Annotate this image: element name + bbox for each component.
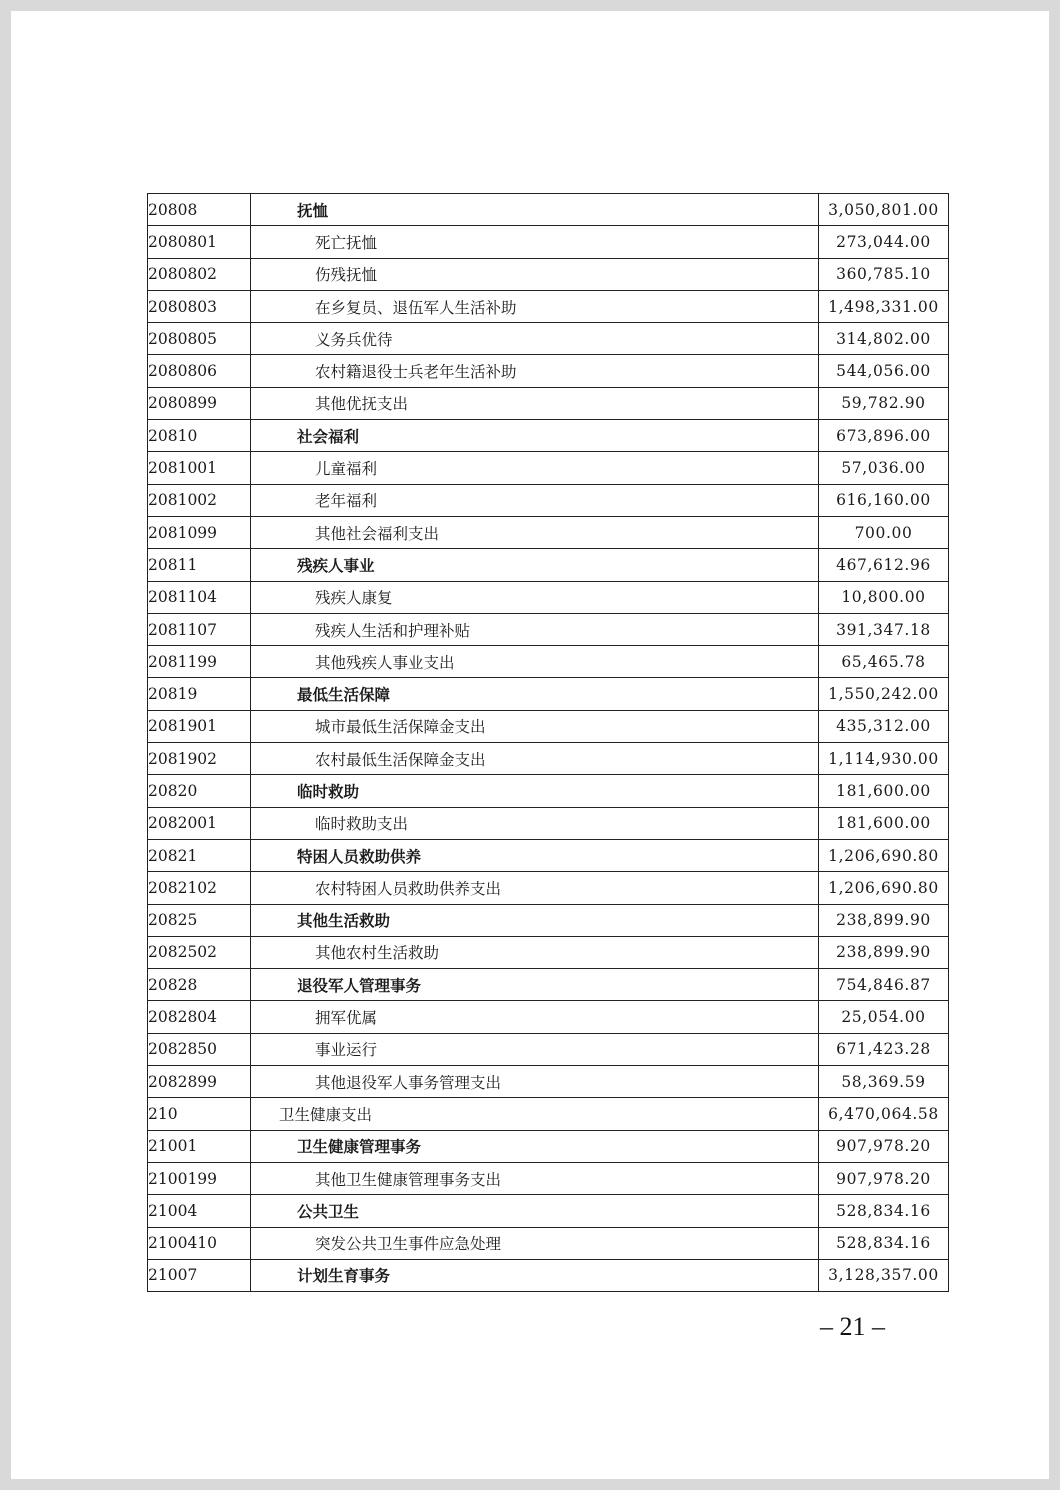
table-row (148, 936, 949, 968)
table-row (148, 839, 949, 871)
amount-cell: 673,896.00 (819, 420, 949, 452)
table-row (148, 1033, 949, 1065)
account-code-cell: 2081107 (148, 613, 251, 645)
amount-cell: 181,600.00 (819, 775, 949, 807)
account-code-cell: 2100410 (148, 1227, 251, 1259)
budget-expenditure-table (147, 193, 949, 1292)
account-name-cell: 社会福利 (251, 420, 819, 452)
account-name-cell: 残疾人事业 (251, 549, 819, 581)
account-code-cell: 20811 (148, 549, 251, 581)
table-row (148, 452, 949, 484)
account-code-cell: 2080802 (148, 258, 251, 290)
amount-cell: 528,834.16 (819, 1195, 949, 1227)
amount-cell: 25,054.00 (819, 1001, 949, 1033)
table-row (148, 807, 949, 839)
amount-cell: 391,347.18 (819, 613, 949, 645)
account-name-cell: 事业运行 (251, 1033, 819, 1065)
account-code-cell: 20808 (148, 194, 251, 226)
table-row (148, 194, 949, 226)
account-code-cell: 2081104 (148, 581, 251, 613)
account-name-cell: 死亡抚恤 (251, 226, 819, 258)
account-name-cell: 抚恤 (251, 194, 819, 226)
table-row (148, 646, 949, 678)
table-row (148, 290, 949, 322)
amount-cell: 1,550,242.00 (819, 678, 949, 710)
account-code-cell: 21004 (148, 1195, 251, 1227)
account-code-cell: 2081099 (148, 516, 251, 548)
table-row (148, 872, 949, 904)
account-name-cell: 临时救助支出 (251, 807, 819, 839)
table-row (148, 1001, 949, 1033)
account-name-cell: 特困人员救助供养 (251, 839, 819, 871)
account-name-cell: 其他社会福利支出 (251, 516, 819, 548)
account-code-cell: 2080801 (148, 226, 251, 258)
table-row (148, 516, 949, 548)
amount-cell: 238,899.90 (819, 936, 949, 968)
table-row (148, 387, 949, 419)
amount-cell: 3,128,357.00 (819, 1259, 949, 1291)
amount-cell: 3,050,801.00 (819, 194, 949, 226)
table-row (148, 1227, 949, 1259)
account-name-cell: 其他退役军人事务管理支出 (251, 1066, 819, 1098)
table-row (148, 1098, 949, 1130)
amount-cell: 528,834.16 (819, 1227, 949, 1259)
table-row (148, 484, 949, 516)
amount-cell: 10,800.00 (819, 581, 949, 613)
amount-cell: 467,612.96 (819, 549, 949, 581)
account-code-cell: 2080899 (148, 387, 251, 419)
account-name-cell: 其他农村生活救助 (251, 936, 819, 968)
account-code-cell: 20810 (148, 420, 251, 452)
account-name-cell: 计划生育事务 (251, 1259, 819, 1291)
account-code-cell: 2082502 (148, 936, 251, 968)
account-name-cell: 在乡复员、退伍军人生活补助 (251, 290, 819, 322)
account-name-cell: 义务兵优待 (251, 323, 819, 355)
account-name-cell: 卫生健康支出 (251, 1098, 819, 1130)
account-code-cell: 20828 (148, 969, 251, 1001)
amount-cell: 1,498,331.00 (819, 290, 949, 322)
amount-cell: 58,369.59 (819, 1066, 949, 1098)
table-row (148, 969, 949, 1001)
amount-cell: 6,470,064.58 (819, 1098, 949, 1130)
table-row (148, 710, 949, 742)
account-name-cell: 城市最低生活保障金支出 (251, 710, 819, 742)
account-name-cell: 农村特困人员救助供养支出 (251, 872, 819, 904)
amount-cell: 59,782.90 (819, 387, 949, 419)
account-code-cell: 2082001 (148, 807, 251, 839)
account-code-cell: 20819 (148, 678, 251, 710)
account-code-cell: 2082804 (148, 1001, 251, 1033)
account-name-cell: 农村最低生活保障金支出 (251, 743, 819, 775)
account-code-cell: 2081001 (148, 452, 251, 484)
account-name-cell: 退役军人管理事务 (251, 969, 819, 1001)
account-code-cell: 2082899 (148, 1066, 251, 1098)
account-name-cell: 残疾人康复 (251, 581, 819, 613)
account-name-cell: 农村籍退役士兵老年生活补助 (251, 355, 819, 387)
amount-cell: 57,036.00 (819, 452, 949, 484)
amount-cell: 1,206,690.80 (819, 872, 949, 904)
table-row (148, 226, 949, 258)
account-code-cell: 20825 (148, 904, 251, 936)
account-code-cell: 20820 (148, 775, 251, 807)
table-row (148, 613, 949, 645)
amount-cell: 544,056.00 (819, 355, 949, 387)
account-name-cell: 其他优抚支出 (251, 387, 819, 419)
account-name-cell: 公共卫生 (251, 1195, 819, 1227)
account-name-cell: 其他卫生健康管理事务支出 (251, 1162, 819, 1194)
table-row (148, 775, 949, 807)
table-row (148, 549, 949, 581)
account-name-cell: 临时救助 (251, 775, 819, 807)
account-code-cell: 2081902 (148, 743, 251, 775)
account-code-cell: 21001 (148, 1130, 251, 1162)
account-code-cell: 20821 (148, 839, 251, 871)
account-code-cell: 2081901 (148, 710, 251, 742)
amount-cell: 273,044.00 (819, 226, 949, 258)
account-name-cell: 伤残抚恤 (251, 258, 819, 290)
account-name-cell: 其他生活救助 (251, 904, 819, 936)
amount-cell: 671,423.28 (819, 1033, 949, 1065)
table-row (148, 1130, 949, 1162)
account-code-cell: 2082102 (148, 872, 251, 904)
amount-cell: 1,206,690.80 (819, 839, 949, 871)
amount-cell: 907,978.20 (819, 1162, 949, 1194)
account-code-cell: 2080805 (148, 323, 251, 355)
amount-cell: 314,802.00 (819, 323, 949, 355)
account-code-cell: 21007 (148, 1259, 251, 1291)
amount-cell: 700.00 (819, 516, 949, 548)
account-code-cell: 2081002 (148, 484, 251, 516)
account-name-cell: 儿童福利 (251, 452, 819, 484)
amount-cell: 435,312.00 (819, 710, 949, 742)
account-name-cell: 残疾人生活和护理补贴 (251, 613, 819, 645)
amount-cell: 754,846.87 (819, 969, 949, 1001)
table-row (148, 420, 949, 452)
amount-cell: 360,785.10 (819, 258, 949, 290)
account-name-cell: 卫生健康管理事务 (251, 1130, 819, 1162)
account-code-cell: 2081199 (148, 646, 251, 678)
account-name-cell: 拥军优属 (251, 1001, 819, 1033)
amount-cell: 238,899.90 (819, 904, 949, 936)
account-code-cell: 2080803 (148, 290, 251, 322)
table-row (148, 1066, 949, 1098)
account-code-cell: 2082850 (148, 1033, 251, 1065)
table-row (148, 743, 949, 775)
account-code-cell: 2080806 (148, 355, 251, 387)
amount-cell: 65,465.78 (819, 646, 949, 678)
page-number: – 21 – (820, 1312, 885, 1341)
table-row (148, 323, 949, 355)
amount-cell: 1,114,930.00 (819, 743, 949, 775)
table-row (148, 904, 949, 936)
table-body (148, 194, 949, 1292)
table-row (148, 678, 949, 710)
account-name-cell: 最低生活保障 (251, 678, 819, 710)
account-name-cell: 其他残疾人事业支出 (251, 646, 819, 678)
amount-cell: 616,160.00 (819, 484, 949, 516)
table-row (148, 258, 949, 290)
account-name-cell: 突发公共卫生事件应急处理 (251, 1227, 819, 1259)
account-code-cell: 210 (148, 1098, 251, 1130)
amount-cell: 181,600.00 (819, 807, 949, 839)
table-row (148, 355, 949, 387)
account-name-cell: 老年福利 (251, 484, 819, 516)
table-row (148, 1162, 949, 1194)
table-row (148, 581, 949, 613)
amount-cell: 907,978.20 (819, 1130, 949, 1162)
account-code-cell: 2100199 (148, 1162, 251, 1194)
table-row (148, 1195, 949, 1227)
table-row (148, 1259, 949, 1291)
